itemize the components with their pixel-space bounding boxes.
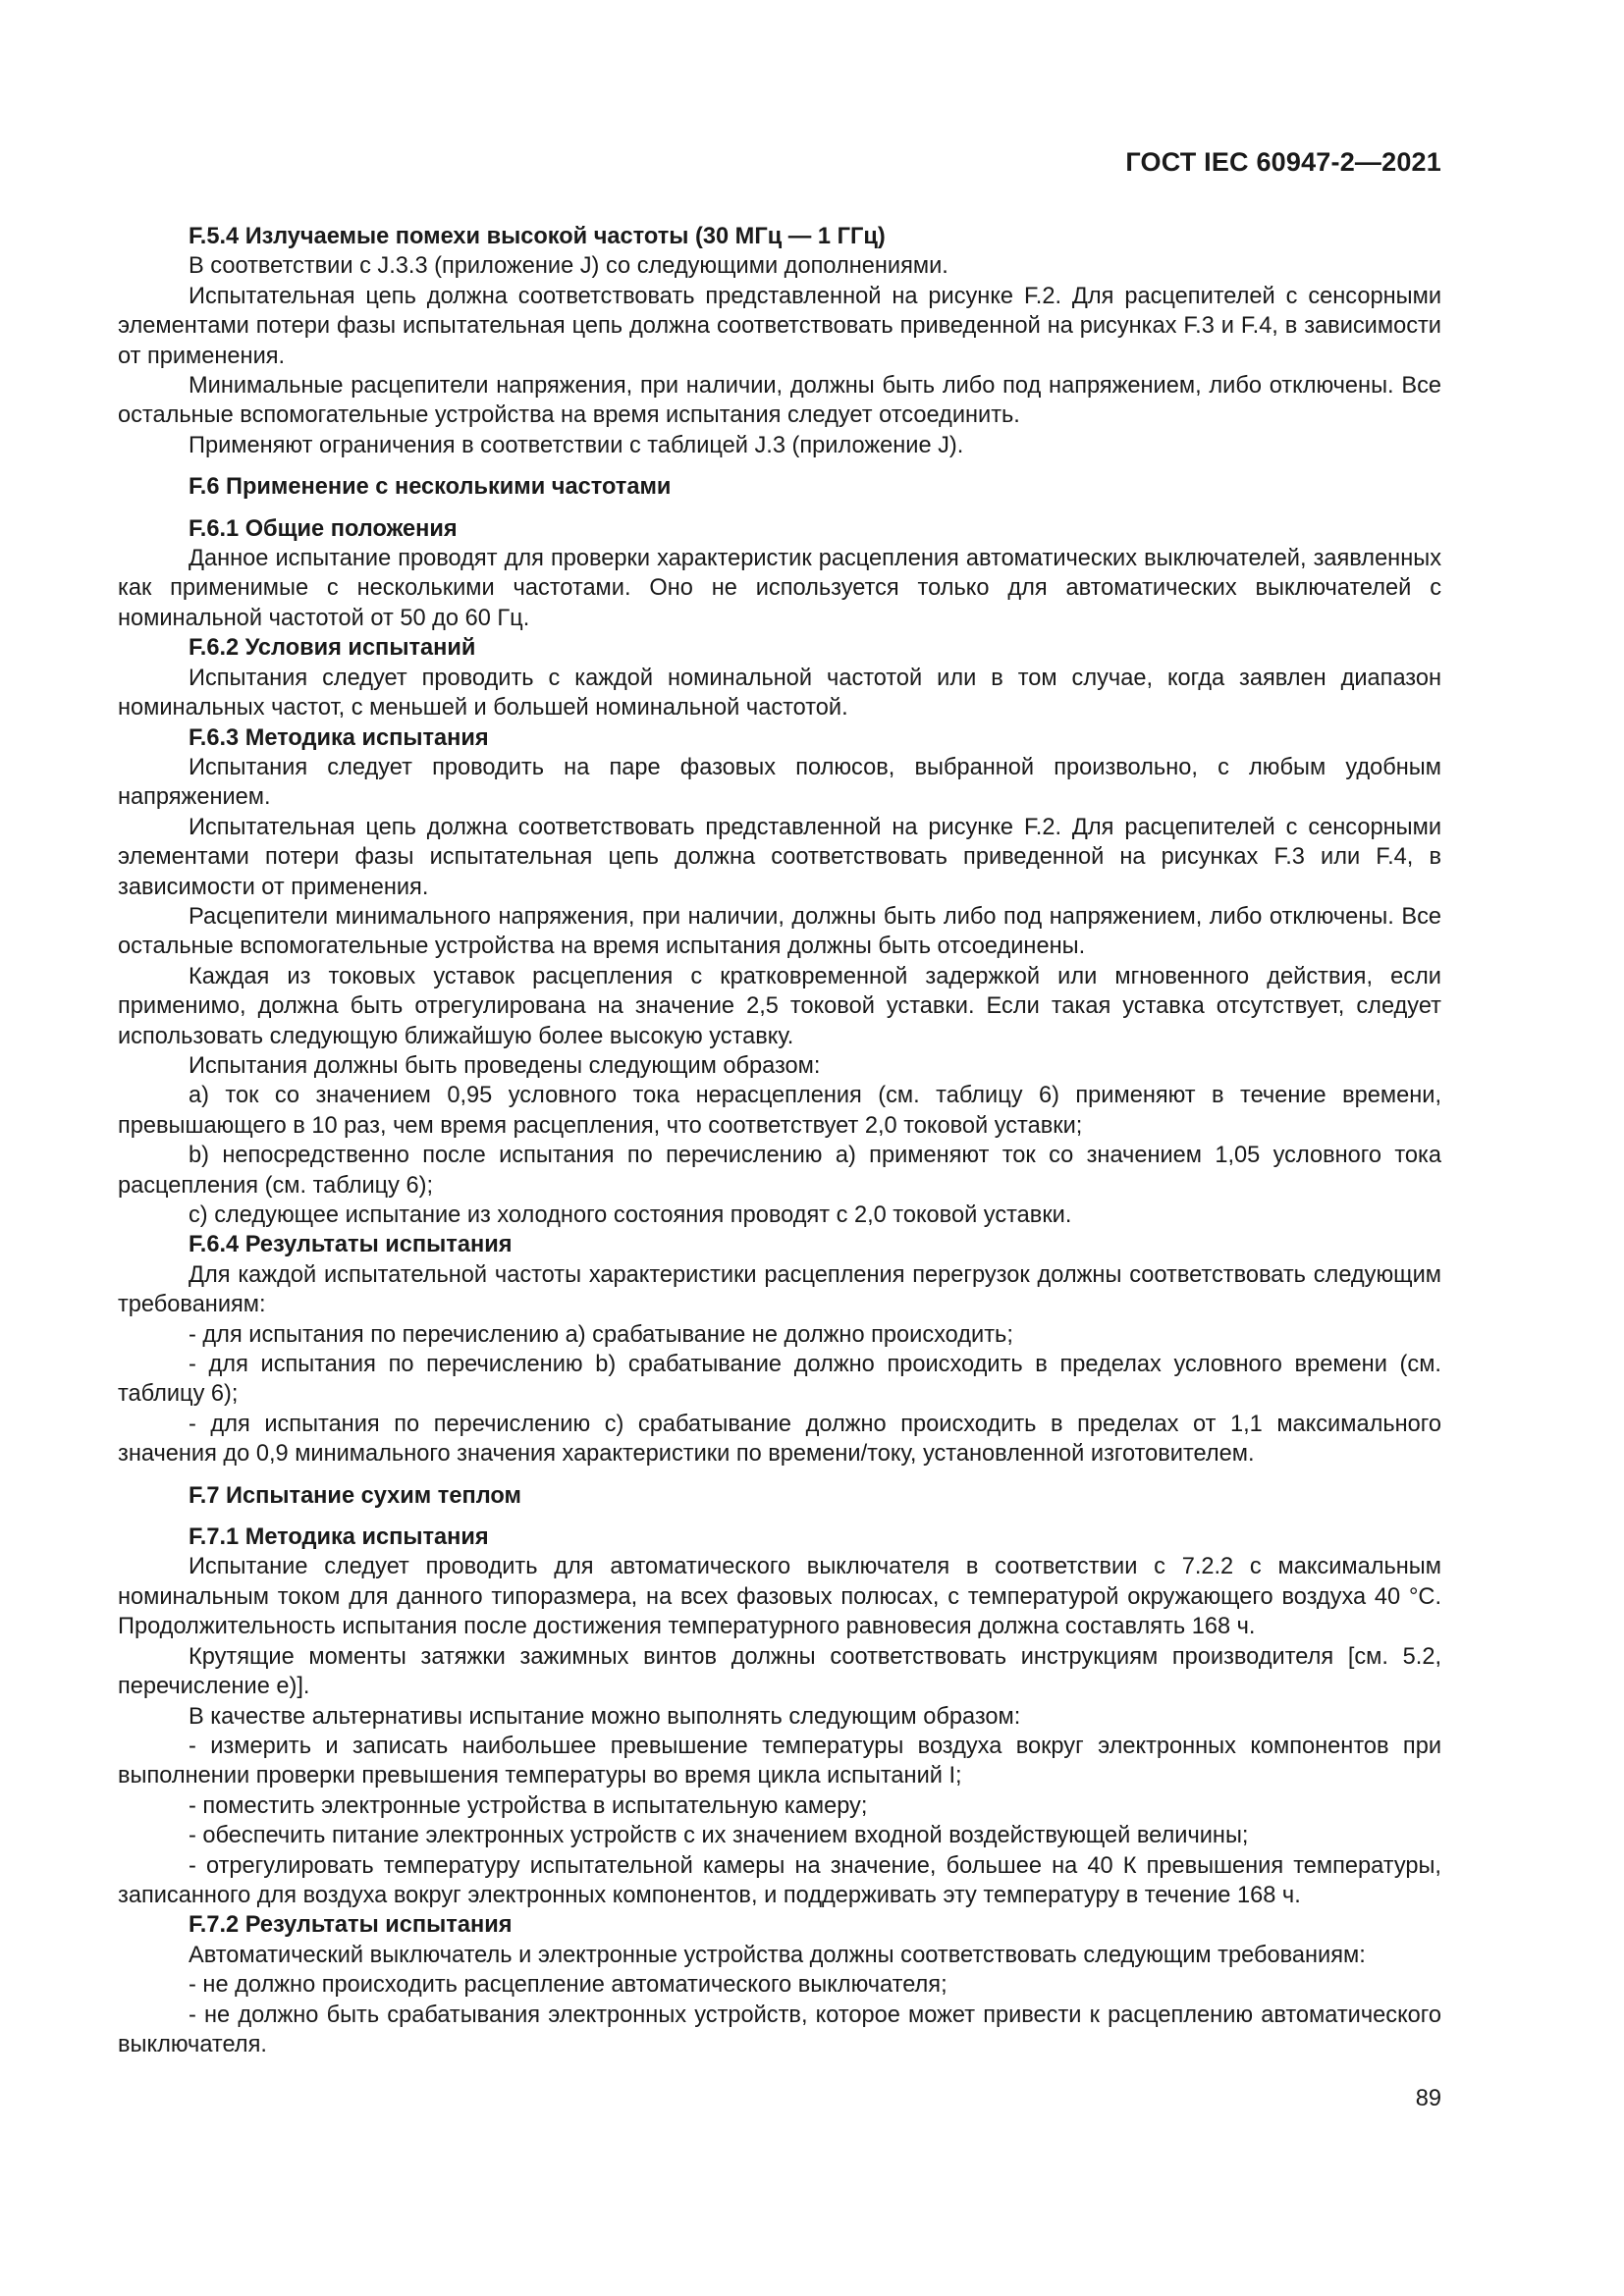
list-item: - измерить и записать наибольшее превышение температуры воздуха вокруг электронных компонентов при выполнении проверки превышения температуры во время цикла испытаний I; [118, 1733, 1441, 1789]
paragraph: Испытание следует проводить для автоматического выключателя в соответствии с 7.2.2 с максимальным номинальным током для данного типоразмера, на всех фазовых полюсах, с температурой окружающего воздуха 40 °C. Продолжительность испытания после достижения температурного равновесия должна составлять 168 ч. [118, 1554, 1441, 1640]
section-heading-f6: F.6 Применение с несколькими частотами [189, 474, 672, 501]
section-heading-f7: F.7 Испытание сухим теплом [189, 1482, 521, 1509]
section-heading-f61: F.6.1 Общие положения [189, 515, 458, 542]
paragraph: В качестве альтернативы испытание можно выполнять следующим образом: [189, 1703, 1021, 1730]
paragraph: Применяют ограничения в соответствии с таблицей J.3 (приложение J). [189, 432, 964, 458]
list-item: - для испытания по перечислению a) срабатывание не должно происходить; [189, 1321, 1013, 1348]
document-header: ГОСТ IEC 60947-2—2021 [1125, 147, 1441, 177]
paragraph: В соответствии с J.3.3 (приложение J) со следующими дополнениями. [189, 253, 948, 280]
section-heading-f62: F.6.2 Условия испытаний [189, 635, 476, 662]
paragraph: Для каждой испытательной частоты характеристики расцепления перегрузок должны соответствовать следующим требованиям: [118, 1261, 1441, 1318]
paragraph: Данное испытание проводят для проверки характеристик расцепления автоматических выключателей, заявленных как применимые с несколькими частотами. Оно не используется только для автоматических выключателей с номинальной частотой от 50 до 60 Гц. [118, 546, 1441, 631]
list-item: - не должно быть срабатывания электронных устройств, которое может привести к расцеплению автоматического выключателя. [118, 2002, 1441, 2057]
paragraph: Минимальные расцепители напряжения, при наличии, должны быть либо под напряжением, либо отключены. Все остальные вспомогательные устройства на время испытания следует отсоединить. [118, 373, 1441, 429]
list-item: - отрегулировать температуру испытательной камеры на значение, большее на 40 К превышения температуры, записанного для воздуха вокруг электронных компонентов, и поддерживать эту температуру в течение 168 ч. [118, 1852, 1441, 1908]
document-body [118, 222, 1441, 2059]
section-heading-f72: F.7.2 Результаты испытания [189, 1912, 513, 1939]
paragraph: Испытания должны быть проведены следующим образом: [189, 1052, 821, 1079]
paragraph: Испытательная цепь должна соответствовать представленной на рисунке F.2. Для расцепителей с сенсорными элементами потери фазы испытательная цепь должна соответствовать приведенной на рисунках F.3 и F.4, в зависимости от применения. [118, 283, 1441, 369]
paragraph: Испытания следует проводить на паре фазовых полюсов, выбранной произвольно, с любым удобным напряжением. [118, 754, 1441, 811]
paragraph: Расцепители минимального напряжения, при наличии, должны быть либо под напряжением, либо отключены. Все остальные вспомогательные устройства на время испытания должны быть отсоединены. [118, 903, 1441, 960]
section-heading-f63: F.6.3 Методика испытания [189, 724, 489, 751]
page-number: 89 [1415, 2086, 1441, 2111]
paragraph: Испытательная цепь должна соответствовать представленной на рисунке F.2. Для расцепителей с сенсорными элементами потери фазы испытательная цепь должна соответствовать приведенной на рисунках F.3 или F.4, в зависимости от применения. [118, 814, 1441, 900]
list-item: - не должно происходить расцепление автоматического выключателя; [189, 1972, 947, 1999]
list-item: c) следующее испытание из холодного состояния проводят с 2,0 токовой уставки. [189, 1202, 1072, 1228]
section-heading-f64: F.6.4 Результаты испытания [189, 1232, 513, 1258]
list-item: - обеспечить питание электронных устройств с их значением входной воздействующей величины; [189, 1823, 1249, 1849]
section-heading-f71: F.7.1 Методика испытания [189, 1524, 489, 1551]
paragraph: Крутящие моменты затяжки зажимных винтов должны соответствовать инструкциям производителя [см. 5.2, перечисление e)]. [118, 1643, 1441, 1700]
list-item: a) ток со значением 0,95 условного тока нерасцепления (см. таблицу 6) применяют в течение времени, превышающего в 10 раз, чем время расцепления, что соответствует 2,0 токовой уставки; [118, 1083, 1441, 1139]
section-heading-f54: F.5.4 Излучаемые помехи высокой частоты (30 МГц — 1 ГГц) [189, 224, 886, 249]
paragraph: Автоматический выключатель и электронные устройства должны соответствовать следующим требованиям: [189, 1942, 1366, 1968]
paragraph: Испытания следует проводить с каждой номинальной частотой или в том случае, когда заявлен диапазон номинальных частот, с меньшей и большей номинальной частотой. [118, 665, 1441, 721]
list-item: - для испытания по перечислению b) срабатывание должно происходить в пределах условного времени (см. таблицу 6); [118, 1352, 1441, 1408]
list-item: b) непосредственно после испытания по перечислению a) применяют ток со значением 1,05 условного тока расцепления (см. таблицу 6); [118, 1143, 1441, 1199]
list-item: - для испытания по перечислению c) срабатывание должно происходить в пределах от 1,1 максимального значения до 0,9 минимального значения характеристики по времени/току, установленной изготовителем. [118, 1411, 1441, 1468]
paragraph: Каждая из токовых уставок расцепления с кратковременной задержкой или мгновенного действия, если применимо, должна быть отрегулирована на значение 2,5 токовой уставки. Если такая уставка отсутствует, следует использовать следующую ближайшую более высокую уставку. [118, 963, 1441, 1049]
list-item: - поместить электронные устройства в испытательную камеру; [189, 1792, 868, 1819]
